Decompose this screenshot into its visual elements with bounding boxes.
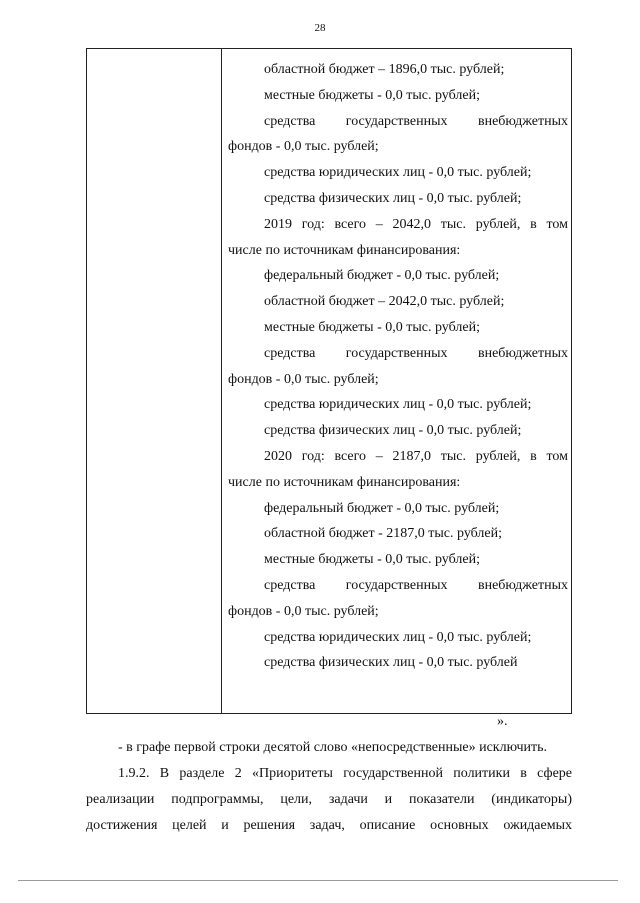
table-line: средства юридических лиц - 0,0 тыс. рублей; xyxy=(264,397,532,413)
table-line: средства физических лиц - 0,0 тыс. рублей; xyxy=(264,190,522,206)
paragraph-line: 1.9.2. В разделе 2 «Приоритеты государственной политики в сфере xyxy=(118,766,572,781)
table-line: средства физических лиц - 0,0 тыс. рублей xyxy=(264,655,518,671)
table-line: 2019 год: всего – 2042,0 тыс. рублей, в том xyxy=(264,216,568,232)
paragraph-section-2 xyxy=(86,761,572,838)
table-line: средства юридических лиц - 0,0 тыс. рублей; xyxy=(264,629,532,645)
table-line: фондов - 0,0 тыс. рублей; xyxy=(228,603,379,619)
table-line: областной бюджет - 2187,0 тыс. рублей; xyxy=(264,526,502,542)
table-line: фондов - 0,0 тыс. рублей; xyxy=(228,139,379,155)
table-line: местные бюджеты - 0,0 тыс. рублей; xyxy=(264,87,480,103)
table-left-cell xyxy=(87,49,222,713)
paragraph-line: - в графе первой строки десятой слово «непосредственные» исключить. xyxy=(118,740,548,755)
table-line: средства государственных внебюджетных xyxy=(264,577,568,593)
paragraph-line: достижения целей и решения задач, описание основных ожидаемых xyxy=(86,817,572,833)
table-right-cell xyxy=(223,49,571,713)
table-line: фондов - 0,0 тыс. рублей; xyxy=(228,371,379,387)
table-line: областной бюджет – 2042,0 тыс. рублей; xyxy=(264,294,505,310)
table-line: местные бюджеты - 0,0 тыс. рублей; xyxy=(264,552,480,568)
page-bottom-rule xyxy=(18,880,618,881)
table-line: средства государственных внебюджетных xyxy=(264,113,568,129)
table-line: федеральный бюджет - 0,0 тыс. рублей; xyxy=(264,268,500,284)
table-line: средства физических лиц - 0,0 тыс. рублей; xyxy=(264,423,522,439)
table-line: средства юридических лиц - 0,0 тыс. рублей; xyxy=(264,165,532,181)
financing-table xyxy=(86,48,572,714)
table-line: числе по источникам финансирования: xyxy=(228,242,461,258)
table-line: федеральный бюджет - 0,0 тыс. рублей; xyxy=(264,500,500,516)
page-number: 28 xyxy=(314,22,326,34)
closing-quote: ». xyxy=(497,714,508,729)
table-line: местные бюджеты - 0,0 тыс. рублей; xyxy=(264,319,480,335)
table-line: числе по источникам финансирования: xyxy=(228,474,461,490)
table-line: областной бюджет – 1896,0 тыс. рублей; xyxy=(264,62,505,77)
paragraph-line: реализации подпрограммы, цели, задачи и показатели (индикаторы) xyxy=(86,791,572,807)
paragraph-exclude-word xyxy=(86,735,572,761)
table-line: средства государственных внебюджетных xyxy=(264,345,568,361)
table-line: 2020 год: всего – 2187,0 тыс. рублей, в том xyxy=(264,448,568,464)
